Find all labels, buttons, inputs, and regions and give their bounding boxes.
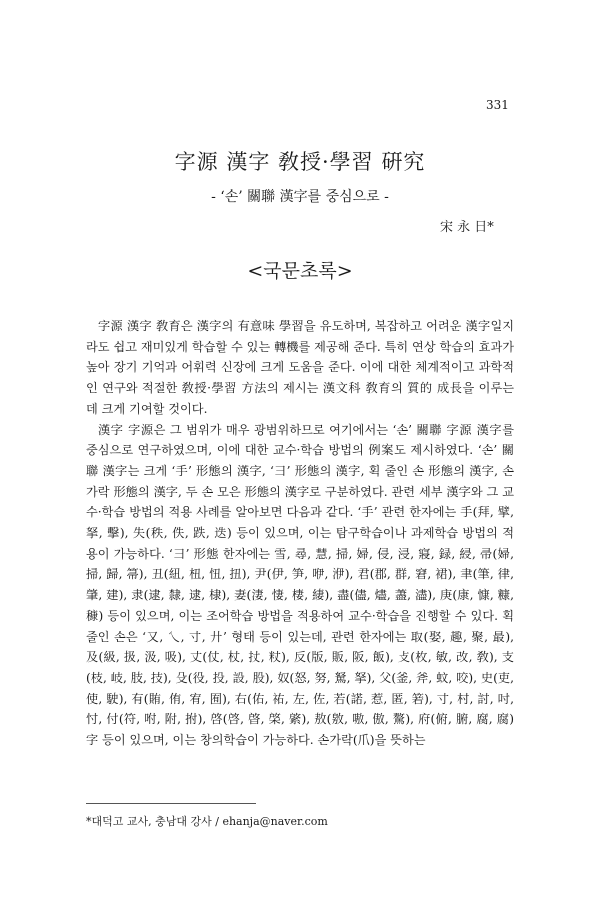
author-footnote: *대덕고 교사, 충남대 강사 / ehanja@naver.com: [86, 815, 328, 828]
abstract-body: [86, 316, 514, 751]
author-name: 宋 永 日*: [440, 220, 494, 235]
abstract-heading: <국문초록>: [247, 260, 353, 282]
footnote-divider: [86, 803, 256, 804]
page-number: 331: [486, 98, 509, 112]
paper-subtitle: - ‘손’ 關聯 漢字를 중심으로 -: [211, 189, 389, 205]
abstract-paragraph: 漢字 字源은 그 범위가 매우 광범위하므로 여기에서는 ‘손’ 關聯 字源 漢字를 중심으로 연구하였으며, 이에 대한 교수·학습 방법의 例案도 제시하였다. ‘손’ 關聯 漢字는 크게 ‘手’ 形態의 漢字, ‘彐’ 形態의 漢字, 획 줄인 손 形態의 漢字, 손가락 形態의 漢字, 두 손 모은 形態의 漢字로 구분하였다. 관련 세부 漢字와 그 교수·학습 방법의 적용 사례를 알아보면 다음과 같다. ‘手’ 관련 한자에는 手(拜, 擘, 拏, 擊), 失(秩, 佚, 跌, 迭) 등이 있으며, 이는 탐구학습이나 과제학습 방법의 적용이 가능하다. ‘彐’ 形態 한자에는 雪, 尋, 慧, 掃, 婦, 侵, 浸, 寢, 録, 綅, 帚(婦, 掃, 歸, 箒), 丑(紐, 杻, 忸, 扭), 尹(伊, 笋, 咿, 洢), 君(郡, 群, 窘, 裙), 聿(筆, 律, 肇, 建), 隶(逮, 隸, 逮, 棣), 妻(淒, 悽, 棲, 緀), 盡(儘, 燼, 藎, 濜), 庚(康, 慷, 糠, 穅) 등이 있으며, 이는 조어학습 방법을 적용하여 교수·학습을 진행할 수 있다. 획 줄인 손은 ‘又, 乀, 寸, 廾’ 형태 등이 있는데, 관련 한자에는 取(娶, 趣, 聚, 最), 及(級, 扱, 汲, 吸), 丈(仗, 杖, 扙, 粀), 反(版, 販, 阪, 飯), 攴(枚, 敏, 改, 敎), 支(枝, 岐, 肢, 技), 殳(役, 投, 設, 股), 奴(怒, 努, 駑, 拏), 父(釜, 斧, 蚊, 咬), 史(吏, 使, 駛), 有(賄, 侑, 宥, 囿), 右(佑, 祐, 左, 佐, 若(諾, 惹, 匿, 箬), 寸, 村, 討, 吋, 忖, 付(符, 咐, 附, 拊), 啓(啓, 晵, 棨, 綮), 敖(敫, 嗷, 傲, 驁), 府(俯, 腑, 腐, 腐)字 등이 있으며, 이는 창의학습이 가능하다. 손가락(爪)을 뜻하는: [86, 422, 514, 748]
paper-title: 字源 漢字 敎授·學習 硏究: [174, 150, 426, 174]
abstract-paragraph: 字源 漢字 敎育은 漢字의 有意味 學習을 유도하며, 복잡하고 어려운 漢字일지라도 쉽고 재미있게 학습할 수 있는 轉機를 제공해 준다. 특히 연상 학습의 효과가 높아 장기 기억과 어휘력 신장에 크게 도움을 준다. 이에 대한 체계적이고 과학적인 연구와 적절한 敎授·學習 方法의 제시는 漢文科 敎育의 質的 成長을 이루는 데 크게 기여할 것이다.: [86, 319, 514, 416]
